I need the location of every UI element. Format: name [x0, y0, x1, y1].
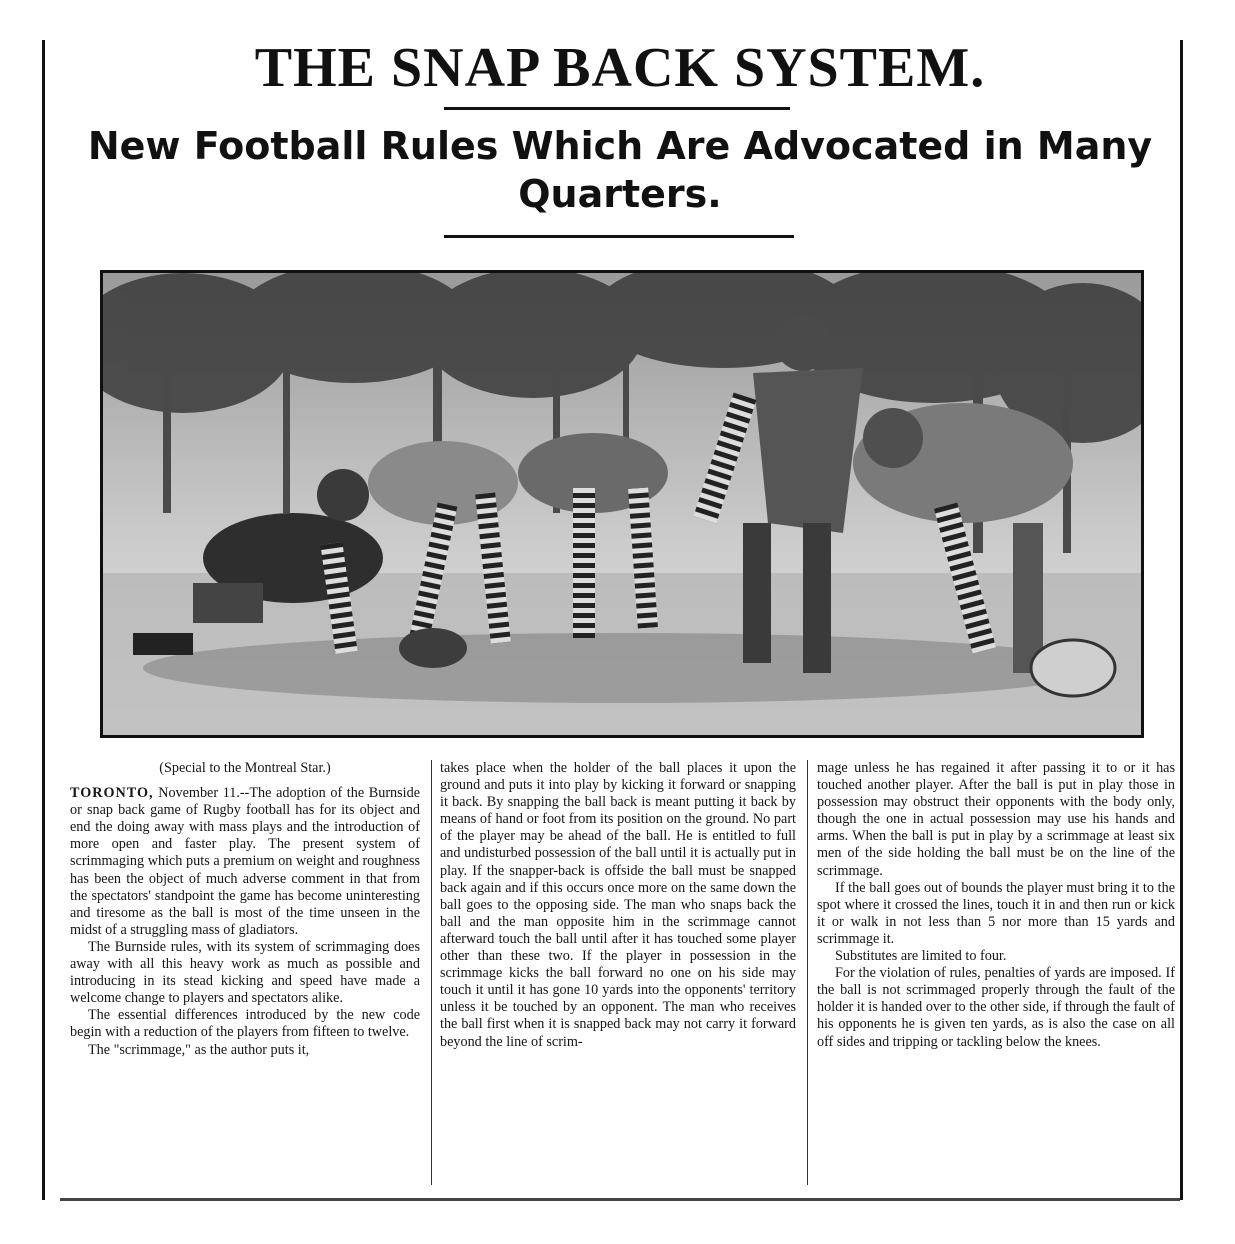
article-paragraph: Substitutes are limited to four.: [835, 948, 1007, 965]
article-paragraph: The "scrimmage," as the author puts it,: [88, 1041, 310, 1058]
bottom-rule: [60, 1198, 1180, 1201]
subheadline: New Football Rules Which Are Advocated in Many Quarters.: [87, 124, 1153, 216]
dateline: TORONTO,: [70, 785, 154, 802]
headline-divider: [444, 107, 790, 110]
article-paragraph: [70, 785, 420, 939]
article-paragraph: For the violation of rules, penalties of yards are imposed. If the ball is not scrimmaged properly through the fault of the holder it is handed over to the other side, if through the fault of his opponents he is given ten yards, as is also the case on all off sides and tripping or tackling below the knees.: [817, 965, 1175, 1050]
paragraph-text: November 11.--The adoption of the Burnside or snap back game of Rugby football has for its object and end the doing away with mass plays and the introduction of more open and faster play. The present system of scrimmaging which puts a premium on weight and roughness has been the object of much adverse comment in that from the spectators' standpoint the game has become uninteresting and tiresome as the ball is most of the time unseen in the midst of a struggling mass of gladiators.: [70, 785, 420, 938]
article-column-2: [440, 760, 796, 1190]
headline: THE SNAP BACK SYSTEM.: [254, 37, 986, 99]
scrimmage-drawing: [103, 273, 1141, 735]
left-border-rule: [42, 40, 45, 1200]
subheadline-divider: [444, 235, 794, 238]
article-paragraph: The Burnside rules, with its system of scrimmaging does away with all this heavy work as much as possible and introducing in its stead kicking and speed have made a welcome change to players and spectators alike.: [70, 938, 420, 1007]
right-border-rule: [1180, 40, 1183, 1200]
article-paragraph: mage unless he has regained it after passing it to or it has touched another player. After the ball is put in play those in possession may obstruct their opponents with the body only, though the one in actual possession may use his hands and arms. When the ball is put in play by a scrimmage at least six men of the side holding the ball must be on the line of the scrimmage.: [817, 760, 1175, 879]
article-column-3: [817, 760, 1175, 1190]
article-credit: (Special to the Montreal Star.): [159, 760, 331, 776]
article-paragraph: If the ball goes out of bounds the player must bring it to the spot where it crossed the lines, touch it in and then run or kick it or walk in not less than 5 nor more than 15 yards and scrimmage it.: [817, 879, 1175, 947]
football-players-illustration: [100, 270, 1144, 738]
article-paragraph: The essential differences introduced by the new code begin with a reduction of the players from fifteen to twelve.: [70, 1007, 420, 1041]
column-divider: [431, 760, 432, 1185]
article-column-1: [70, 760, 420, 1190]
column-divider: [807, 760, 808, 1185]
article-paragraph: takes place when the holder of the ball places it upon the ground and puts it into play by kicking it forward or snapping it back. By snapping the ball back is meant putting it back by means of hand or foot from its position on the ground. No part of the player may be ahead of the ball. He is entitled to full and undisturbed possession of the ball until it is actually put in play. If the snapper-back is offside the ball must be snapped back again and if this occurs once more on the same down the ball goes to the opposing side. The man who snaps back the ball and the man opposite him in the scrimmage cannot afterward touch the ball until after it has touched some player other than these two. If the player in possession in the scrimmage kicks the ball forward no one on his side may touch it until it has gone 10 yards into the opponents' territory unless it be touched by an opponent. The man who receives the ball first when it is snapped back may not carry it forward beyond the line of scrim-: [440, 760, 796, 1050]
